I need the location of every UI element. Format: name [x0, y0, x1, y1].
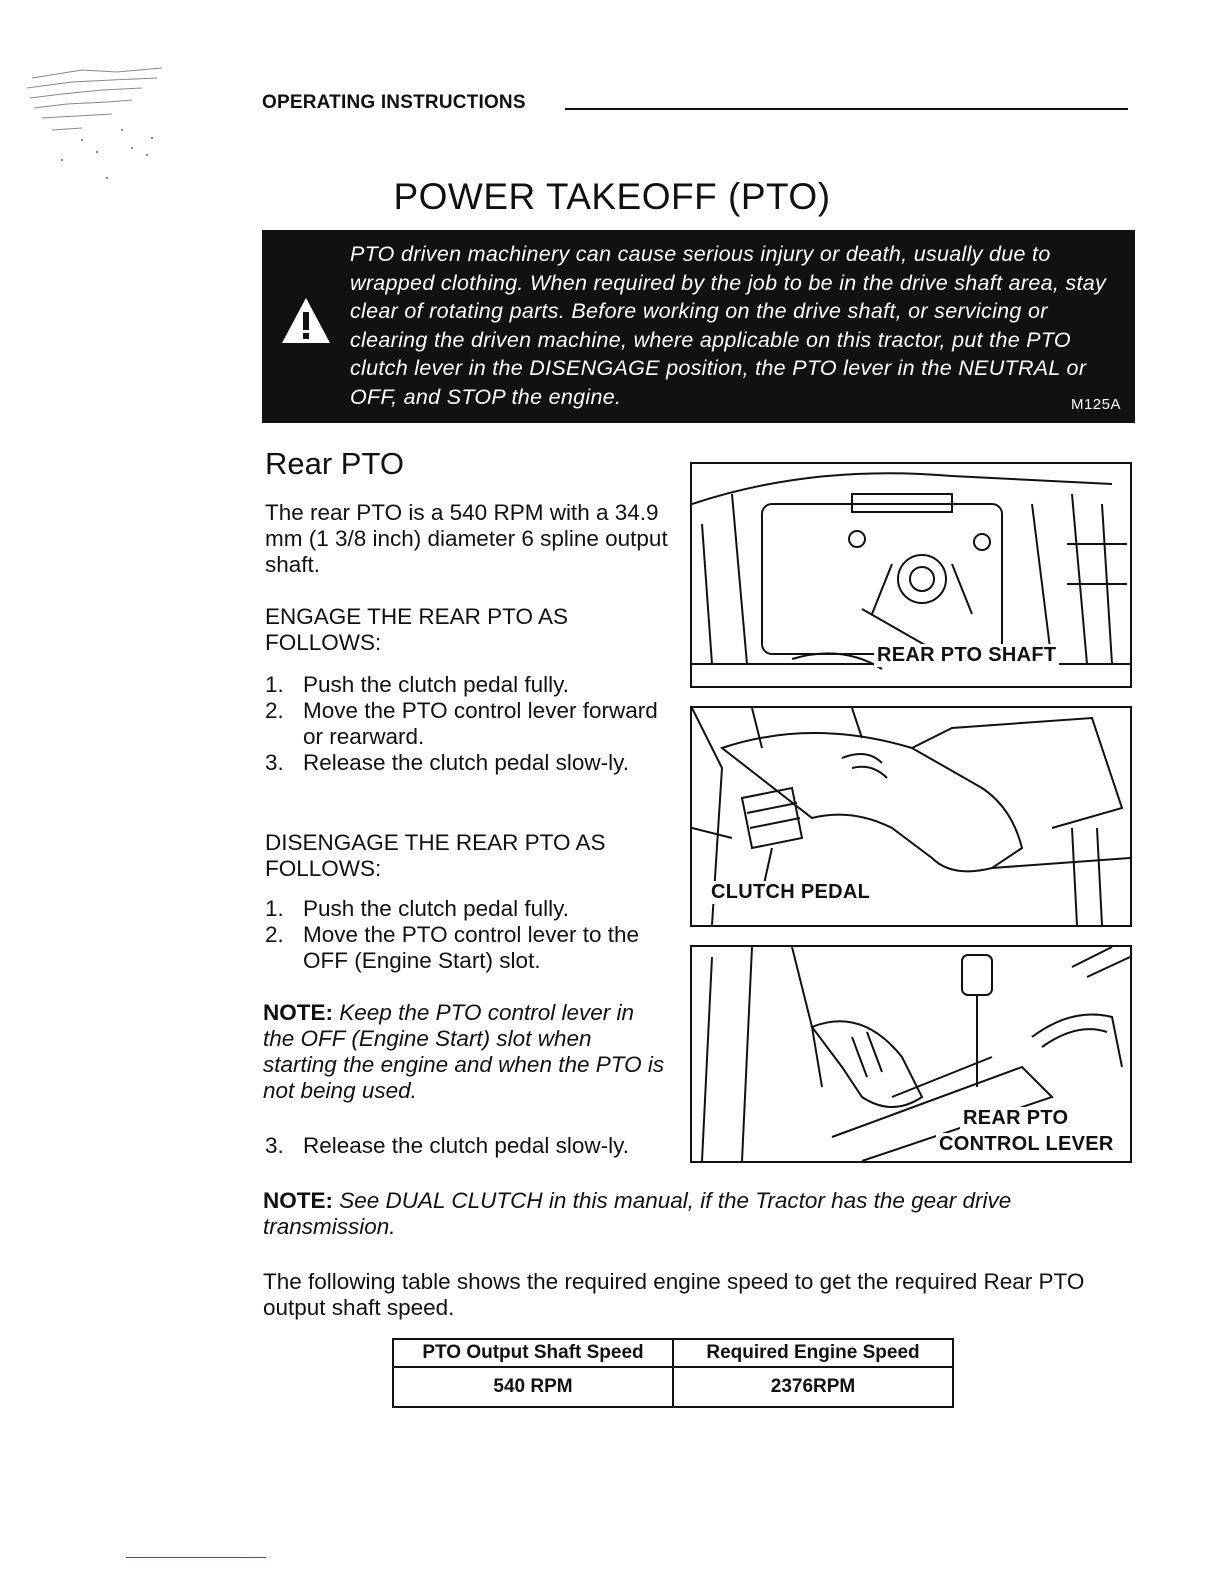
list-item: 1. Push the clutch pedal fully. [265, 896, 569, 921]
table-row [393, 1367, 953, 1407]
rear-pto-heading: Rear PTO [265, 446, 404, 481]
table-header-row [393, 1339, 953, 1367]
warning-triangle-icon [280, 296, 332, 346]
pto-speed-table [392, 1338, 954, 1408]
rear-pto-shaft-label: REAR PTO SHAFT [874, 644, 1059, 667]
header-rule [565, 108, 1128, 110]
section-header-label: OPERATING INSTRUCTIONS [262, 92, 526, 113]
table-header-cell: PTO Output Shaft Speed [393, 1339, 673, 1367]
table-cell: 540 RPM [393, 1367, 673, 1407]
note-dual-clutch [263, 1188, 1138, 1240]
list-item: 3. Release the clutch pedal slow-ly. [265, 750, 629, 775]
engage-steps [265, 672, 668, 776]
note-text: Keep the PTO control lever in the OFF (Engine Start) slot when starting the engine and when the PTO is not being used. [263, 1000, 665, 1103]
note-label: NOTE: [263, 1188, 333, 1213]
table-header-cell: Required Engine Speed [673, 1339, 953, 1367]
figure-pto-control-lever [690, 945, 1132, 1163]
rear-pto-intro: The rear PTO is a 540 RPM with a 34.9 mm (1 3/8 inch) diameter 6 spline output shaft. [265, 500, 668, 577]
rear-pto-label: REAR PTO [960, 1107, 1071, 1130]
warning-message: PTO driven machinery can cause serious injury or death, usually due to wrapped clothing. When required by the job to be in the drive shaft area, stay clear of rotating parts. Before working on the drive shaft, or servicing or clearing the driven machine, where applicable on this tractor, put the PTO clutch lever in the DISENGAGE position, the PTO lever in the NEUTRAL or OFF, and STOP the engine. [350, 242, 1107, 409]
control-lever-label: CONTROL LEVER [936, 1133, 1117, 1156]
disengage-heading: DISENGAGE THE REAR PTO AS FOLLOWS: [265, 830, 606, 881]
page-title: POWER TAKEOFF (PTO) [393, 176, 831, 217]
warning-text [350, 240, 1125, 411]
list-item: 3. Release the clutch pedal slow-ly. [265, 1133, 629, 1158]
footer-rule [126, 1557, 266, 1558]
table-cell: 2376RPM [673, 1367, 953, 1407]
figure-rear-pto-shaft [690, 462, 1132, 688]
warning-box [262, 230, 1135, 423]
engage-heading: ENGAGE THE REAR PTO AS FOLLOWS: [265, 604, 569, 655]
list-item: 2. Move the PTO control lever to the OFF (Engine Start) slot. [265, 922, 639, 973]
list-item: 2. Move the PTO control lever forward or rearward. [265, 698, 658, 749]
clutch-pedal-label: CLUTCH PEDAL [708, 881, 873, 904]
figure-clutch-pedal [690, 706, 1132, 927]
disengage-steps [265, 896, 668, 974]
note-keep-lever [263, 1000, 668, 1104]
table-intro: The following table shows the required engine speed to get the required Rear PTO output shaft speed. [263, 1269, 1085, 1320]
note-text: See DUAL CLUTCH in this manual, if the Tractor has the gear drive transmission. [263, 1188, 1012, 1239]
release-step [265, 1133, 668, 1159]
warning-code: M125A [1070, 396, 1121, 413]
note-label: NOTE: [263, 1000, 333, 1025]
list-item: 1. Push the clutch pedal fully. [265, 672, 569, 697]
